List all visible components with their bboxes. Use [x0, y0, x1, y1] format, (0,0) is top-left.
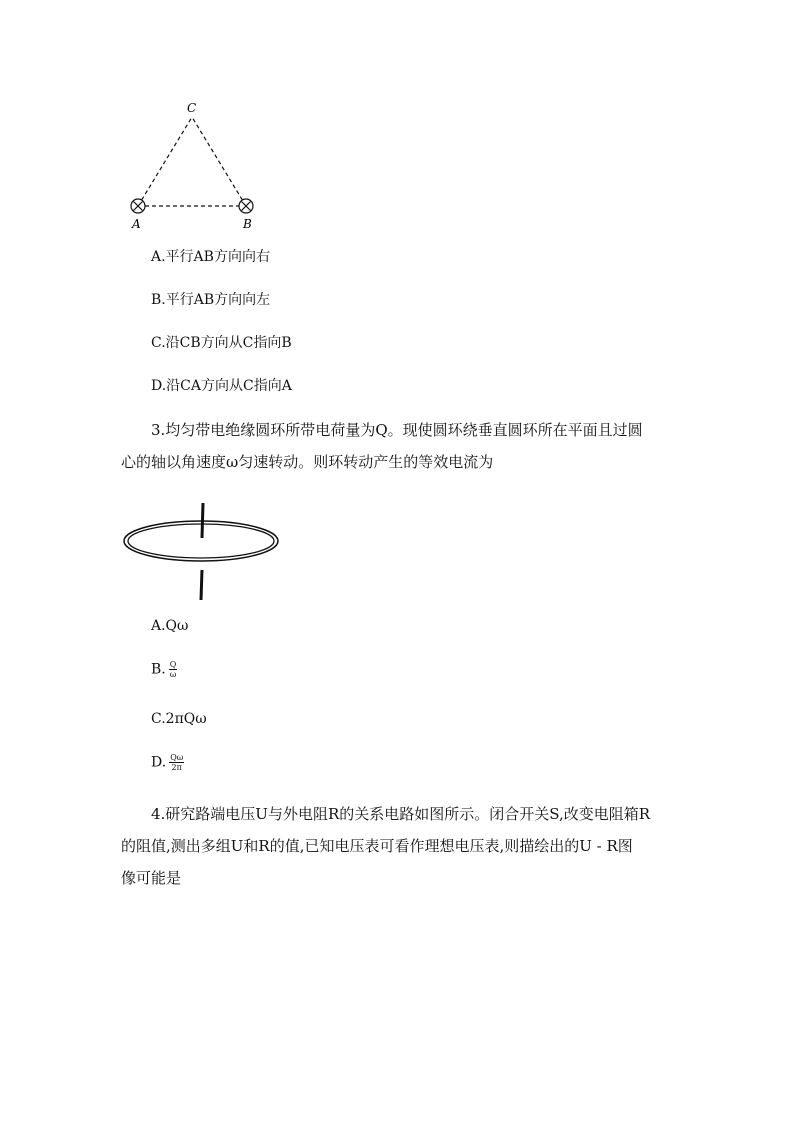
q2-option-c: C.沿CB方向从C指向B	[151, 335, 292, 351]
q3-stem-line2: 心的轴以角速度ω匀速转动。则环转动产生的等效电流为	[121, 453, 494, 471]
fraction-numerator: Q	[169, 660, 177, 669]
q2-option-b: B.平行AB方向向左	[151, 292, 271, 308]
side-ac	[138, 117, 192, 206]
label-c: C	[187, 101, 197, 115]
q2-option-a: A.平行AB方向向右	[151, 249, 270, 265]
fraction-denominator: ω	[169, 670, 177, 679]
q3-option-b	[151, 660, 177, 679]
q3-option-b-label: B.	[151, 661, 166, 678]
q3-option-d-label: D.	[151, 754, 167, 771]
q3-option-b-fraction	[169, 660, 178, 679]
label-b: B	[243, 217, 252, 231]
side-bc	[192, 117, 246, 206]
q2-option-d: D.沿CA方向从C指向A	[151, 378, 292, 394]
current-into-page-icon-b	[239, 199, 253, 213]
label-a: A	[132, 217, 141, 231]
axis-bottom	[201, 570, 202, 600]
q3-option-c: C.2πQω	[151, 711, 207, 727]
q4-stem-line2: 的阻值,测出多组U和R的值,已知电压表可看作理想电压表,则描绘出的U - R图	[121, 837, 633, 855]
ring-figure	[115, 495, 290, 605]
q4-stem-line1: 4.研究路端电压U与外电阻R的关系电路如图所示。闭合开关S,改变电阻箱R	[151, 805, 651, 823]
q4-stem-line3: 像可能是	[121, 869, 182, 887]
q3-stem-line1: 3.均匀带电绝缘圆环所带电荷量为Q。现使圆环绕垂直圆环所在平面且过圆	[151, 421, 643, 439]
fraction-denominator: 2π	[171, 763, 182, 772]
current-into-page-icon-a	[131, 199, 145, 213]
triangle-figure	[120, 95, 280, 235]
q3-option-d	[151, 753, 184, 772]
q3-option-d-fraction	[169, 753, 184, 772]
q3-option-a: A.Qω	[151, 618, 189, 634]
fraction-numerator: Qω	[170, 753, 184, 762]
